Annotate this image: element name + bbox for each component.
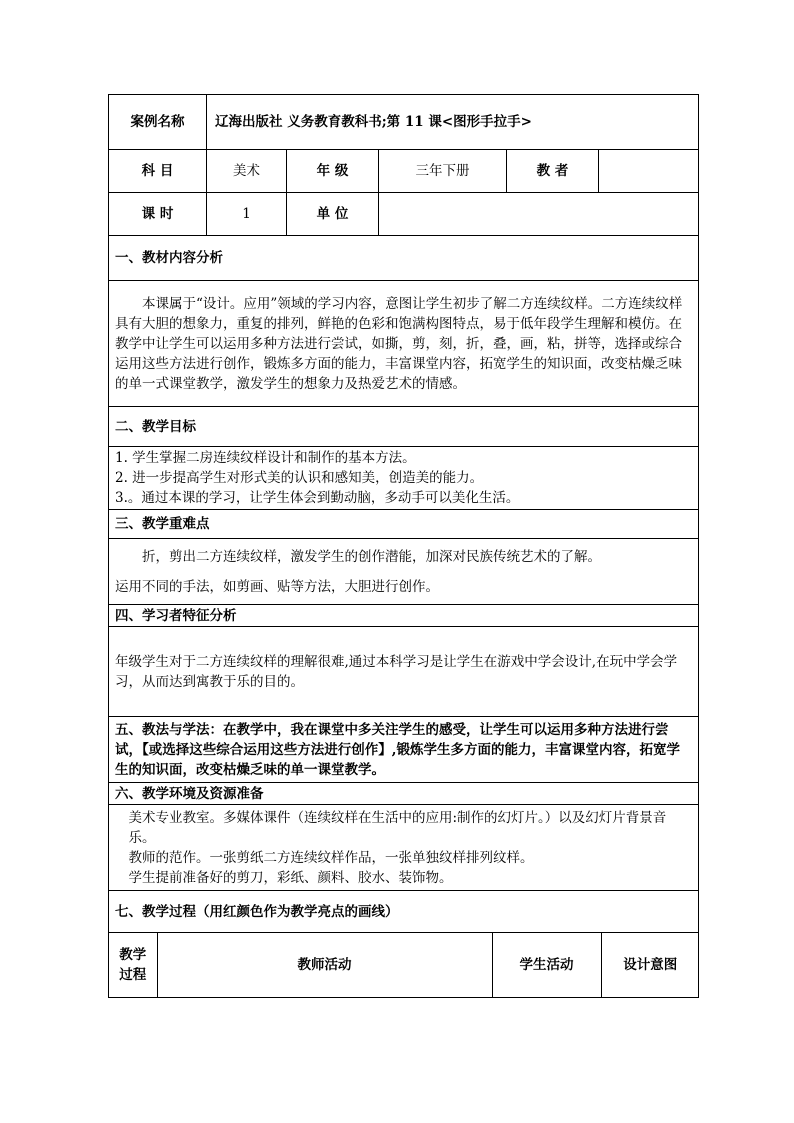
- process-col-intent: 设计意图: [601, 933, 699, 997]
- subject-row: [109, 150, 699, 193]
- section-4-body: 年级学生对于二方连续纹样的理解很难,通过本科学习是让学生在游戏中学会设计,在玩中学会学习，从而达到寓教于乐的目的。: [109, 627, 699, 717]
- section-3-body-row: [109, 539, 699, 605]
- section-7-title: 七、教学过程（用红颜色作为教学亮点的画线）: [109, 891, 699, 933]
- section-2-title-row: [109, 407, 699, 447]
- subject-value: 美术: [207, 150, 287, 193]
- process-header-table: [109, 933, 699, 997]
- hours-row: [109, 193, 699, 236]
- grade-label: 年 级: [287, 150, 379, 193]
- section-5-body: 五、教法与学法：在教学中，我在课堂中多关注学生的感受，让学生可以运用多种方法进行尝试，【或选择这些综合运用这些方法进行创作】,锻炼学生多方面的能力，丰富课堂内容，拓宽学生的知识面，改变枯燥乏味的单一课堂教学。: [109, 717, 699, 783]
- section-1-title: 一、教材内容分析: [109, 236, 699, 281]
- grade-value: 三年下册: [379, 150, 507, 193]
- process-header-row: [109, 933, 699, 998]
- lesson-plan-table: [108, 94, 699, 998]
- process-col-teacher: 教师活动: [157, 933, 492, 997]
- teacher-value: [599, 150, 699, 193]
- section-2-title: 二、教学目标: [109, 407, 699, 447]
- case-label: 案例名称: [109, 95, 207, 150]
- hours-value: 1: [207, 193, 287, 236]
- resource-line: 教师的范作。一张剪纸二方连续纹样作品，一张单独纹样排列纹样。: [128, 849, 534, 866]
- section-6-body-row: [109, 805, 699, 891]
- objective-item: 1. 学生掌握二房连续纹样设计和制作的基本方法。: [115, 450, 416, 466]
- resource-line: 学生提前准备好的剪刀，彩纸、颜料、胶水、装饰物。: [128, 869, 453, 886]
- section-2-body: [109, 447, 699, 510]
- section-1-body: 本课属于“设计。应用”领域的学习内容，意图让学生初步了解二方连续纹样。二方连续纹样具有大胆的想象力，重复的排列，鲜艳的色彩和饱满构图特点，易于低年段学生理解和模仿。在教学中让学生可以运用多种方法进行尝试，如撕，剪，刻，折，叠，画，粘，拼等，选择或综合运用这些方法进行创作，锻炼多方面的能力，丰富课堂内容，拓宽学生的知识面，改变枯燥乏味的单一式课堂教学，激发学生的想象力及热爱艺术的情感。: [109, 281, 699, 407]
- difficulty-line: 运用不同的手法，如剪画、贴等方法，大胆进行创作。: [115, 578, 439, 595]
- section-4-title: 四、学习者特征分析: [109, 605, 699, 627]
- objective-item: 2. 进一步提高学生对形式美的认识和感知美，创造美的能力。: [115, 470, 484, 486]
- resource-line: 美术专业教室。多媒体课件（连续纹样在生活中的应用:制作的幻灯片。）以及幻灯片背景音乐。: [128, 809, 667, 846]
- section-6-title: 六、教学环境及资源准备: [109, 783, 699, 805]
- unit-value: [379, 193, 699, 236]
- section-1-body-row: [109, 281, 699, 407]
- section-2-body-row: [109, 447, 699, 510]
- section-3-title-row: [109, 510, 699, 539]
- section-1-title-row: [109, 236, 699, 281]
- section-4-body-row: [109, 627, 699, 717]
- unit-label: 单 位: [287, 193, 379, 236]
- section-3-body: [109, 539, 699, 605]
- process-col-stage: 教学过程: [109, 933, 157, 997]
- objective-item: 3.。通过本课的学习，让学生体会到勤动脑，多动手可以美化生活。: [115, 490, 520, 506]
- case-row: [109, 95, 699, 150]
- lesson-plan-page: [108, 94, 698, 998]
- subject-label: 科 目: [109, 150, 207, 193]
- section-7-title-row: [109, 891, 699, 933]
- section-3-title: 三、教学重难点: [109, 510, 699, 539]
- hours-label: 课 时: [109, 193, 207, 236]
- process-col-student: 学生活动: [492, 933, 601, 997]
- key-point-line: 折，剪出二方连续纹样，激发学生的创作潜能，加深对民族传统艺术的了解。: [142, 548, 601, 565]
- case-value: 辽海出版社 义务教育教科书;第 11 课<图形手拉手>: [207, 95, 699, 150]
- section-5-row: [109, 717, 699, 783]
- section-6-title-row: [109, 783, 699, 805]
- teacher-label: 教 者: [507, 150, 599, 193]
- section-4-title-row: [109, 605, 699, 627]
- section-6-body: [109, 805, 699, 891]
